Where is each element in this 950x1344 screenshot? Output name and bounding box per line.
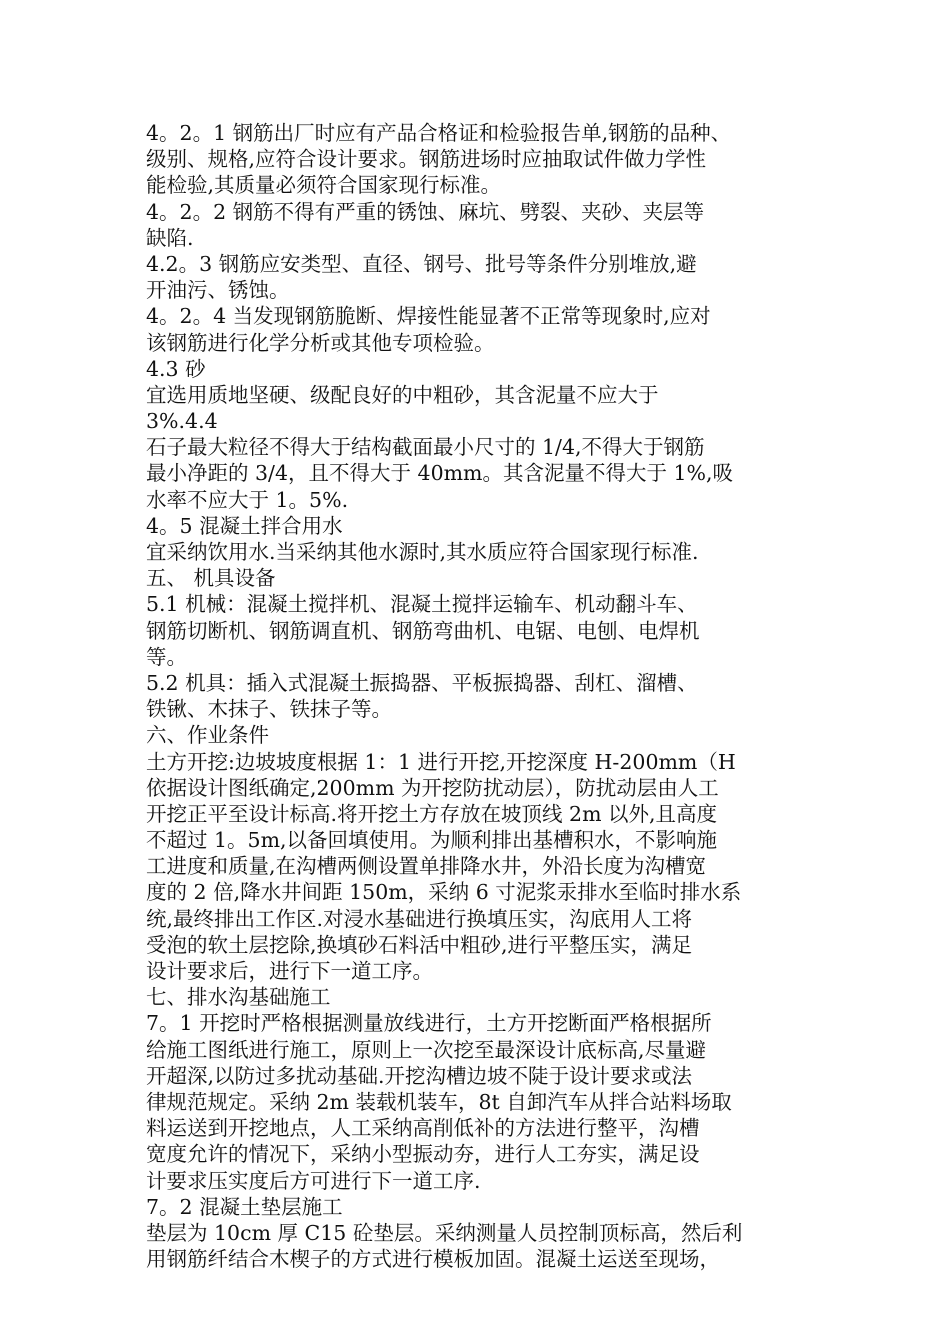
text-line: 宜选用质地坚硬、级配良好的中粗砂，其含泥量不应大于: [146, 382, 659, 407]
text-line: 计要求压实度后方可进行下一道工序.: [146, 1168, 481, 1193]
text-line: 5.2 机具：插入式混凝土振捣器、平板振捣器、刮杠、溜槽、: [146, 670, 698, 695]
text-line: 石子最大粒径不得大于结构截面最小尺寸的 1/4,不得大于钢筋: [146, 435, 705, 460]
text-line: 钢筋切断机、钢筋调直机、钢筋弯曲机、电锯、电刨、电焊机: [146, 618, 700, 643]
text-line: 4。2。4 当发现钢筋脆断、焊接性能显著不正常等现象时,应对: [146, 304, 711, 329]
text-line: 土方开挖:边坡坡度根据 1：1 进行开挖,开挖深度 H-200mm（H: [146, 749, 736, 774]
text-line: 开油污、锈蚀。: [146, 278, 290, 303]
text-line: 受泡的软土层挖除,换填砂石料活中粗砂,进行平整压实，满足: [146, 932, 693, 957]
section-heading: 五、 机具设备: [146, 566, 276, 591]
text-line: 料运送到开挖地点，人工采纳高削低补的方法进行整平，沟槽: [146, 1116, 700, 1141]
text-line: 用钢筋纤结合木楔子的方式进行模板加固。混凝土运送至现场，: [146, 1247, 720, 1272]
text-line: 开挖正平至设计标高.将开挖土方存放在坡顶线 2m 以外,且高度: [146, 801, 718, 826]
text-line: 3%.4.4: [146, 409, 218, 434]
section-heading: 7。2 混凝土垫层施工: [146, 1194, 343, 1219]
text-line: 工进度和质量,在沟槽两侧设置单排降水井，外沿长度为沟槽宽: [146, 854, 707, 879]
text-line: 最小净距的 3/4，且不得大于 40mm。其含泥量不得大于 1%,吸: [146, 461, 734, 486]
text-line: 统,最终排出工作区.对浸水基础进行换填压实，沟底用人工将: [146, 906, 693, 931]
text-line: 依据设计图纸确定,200mm 为开挖防扰动层），防扰动层由人工: [146, 775, 719, 800]
text-line: 宜采纳饮用水.当采纳其他水源时,其水质应符合国家现行标准.: [146, 540, 699, 564]
text-line: 级别、规格,应符合设计要求。钢筋进场时应抽取试件做力学性: [146, 147, 707, 172]
text-line: 等。: [146, 644, 187, 669]
text-line: 4.2。3 钢筋应安类型、直径、钢号、批号等条件分别堆放,避: [146, 251, 697, 276]
text-line: 5.1 机械：混凝土搅拌机、混凝土搅拌运输车、机动翻斗车、: [146, 592, 698, 617]
text-line: 4。2。2 钢筋不得有严重的锈蚀、麻坑、劈裂、夹砂、夹层等: [146, 199, 705, 224]
text-line: 垫层为 10cm 厚 C15 砼垫层。采纳测量人员控制顶标高，然后利: [146, 1220, 743, 1245]
section-heading: 六、作业条件: [146, 723, 269, 748]
text-line: 设计要求后，进行下一道工序。: [146, 959, 433, 983]
text-line: 给施工图纸进行施工，原则上一次挖至最深设计底标高,尽量避: [146, 1037, 707, 1062]
text-line: 律规范规定。采纳 2m 装载机装车，8t 自卸汽车从拌合站料场取: [146, 1089, 732, 1114]
text-line: 宽度允许的情况下，采纳小型振动夯，进行人工夯实，满足设: [146, 1142, 700, 1167]
text-line: 4。2。1 钢筋出厂时应有产品合格证和检验报告单,钢筋的品种、: [146, 121, 732, 145]
text-line: 度的 2 倍,降水井间距 150m，采纳 6 寸泥浆汞排水至临时排水系: [146, 880, 742, 905]
text-line: 开超深,以防过多扰动基础.开挖沟槽边坡不陡于设计要求或法: [146, 1063, 693, 1088]
section-heading: 七、排水沟基础施工: [146, 985, 331, 1010]
text-line: 能检验,其质量必须符合国家现行标准。: [146, 173, 502, 198]
text-line: 铁锹、木抹子、铁抹子等。: [146, 697, 392, 722]
text-line: 该钢筋进行化学分析或其他专项检验。: [146, 330, 495, 355]
document-body: [146, 120, 826, 1272]
section-heading: 4。5 混凝土拌合用水: [146, 513, 343, 538]
text-line: 缺陷.: [146, 225, 194, 250]
text-line: 7。1 开挖时严格根据测量放线进行，土方开挖断面严格根据所: [146, 1011, 712, 1036]
section-heading: 4.3 砂: [146, 356, 206, 381]
text-line: 水率不应大于 1。5%.: [146, 487, 349, 512]
text-line: 不超过 1。5m,以备回填使用。为顺利排出基槽积水，不影响施: [146, 828, 718, 853]
